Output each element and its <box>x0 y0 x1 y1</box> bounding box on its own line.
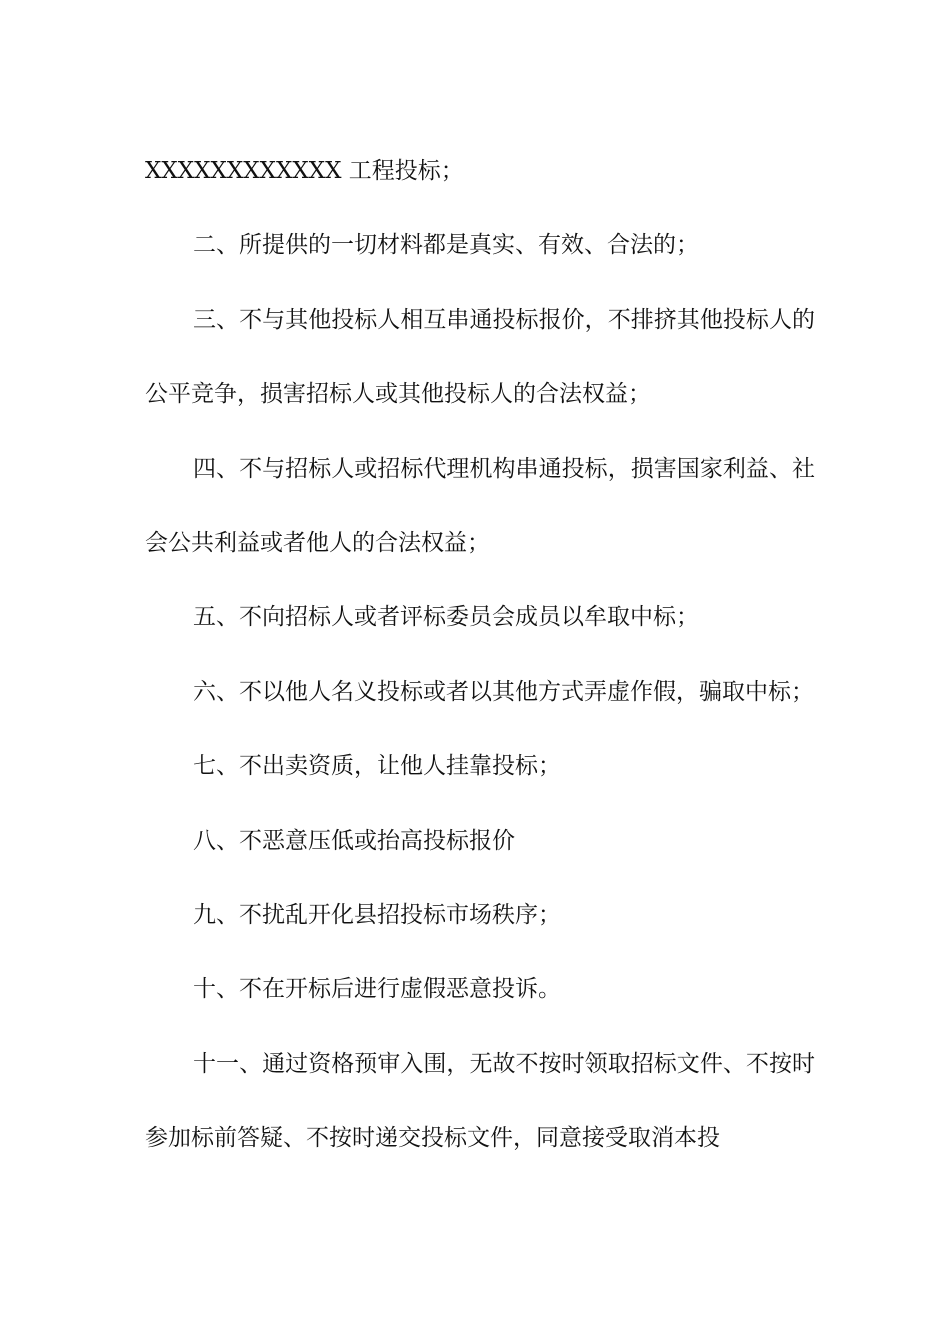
paragraph-item-4: 四、不与招标人或招标代理机构串通投标，损害国家利益、社会公共利益或者他人的合法权益； <box>145 455 815 557</box>
paragraph-item-5: 五、不向招标人或者评标委员会成员以牟取中标； <box>193 604 699 631</box>
paragraph-item-9: 九、不扰乱开化县招投标市场秩序； <box>193 902 561 929</box>
paragraph-item-11: 十一、通过资格预审入围，无故不按时领取招标文件、不按时参加标前答疑、不按时递交投标文件，同意接受取消本投 <box>145 1050 815 1152</box>
document-body <box>145 134 815 1176</box>
paragraph-project-bid: XXXXXXXXXXXX 工程投标； <box>145 158 464 184</box>
paragraph-item-8: 八、不恶意压低或抬高投标报价 <box>193 827 515 854</box>
paragraph-item-10: 十、不在开标后进行虚假恶意投诉。 <box>193 976 561 1003</box>
paragraph-item-3: 三、不与其他投标人相互串通投标报价，不排挤其他投标人的公平竞争，损害招标人或其他投标人的合法权益； <box>145 306 815 408</box>
paragraph-item-7: 七、不出卖资质，让他人挂靠投标； <box>193 753 561 780</box>
paragraph-item-6: 六、不以他人名义投标或者以其他方式弄虚作假，骗取中标； <box>193 678 814 705</box>
paragraph-item-2: 二、所提供的一切材料都是真实、有效、合法的； <box>193 232 699 259</box>
